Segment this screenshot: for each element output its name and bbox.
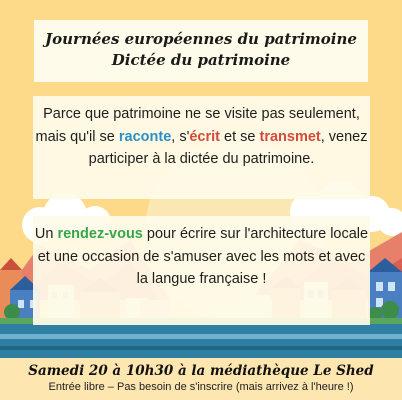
intro-text-4: , venez participer à la dictée du patrimoine. bbox=[88, 128, 368, 167]
entry-note: Entrée libre – Pas besoin de s'inscrire (mais arrivez à l'heure !) bbox=[48, 381, 354, 393]
rendezvous-paragraph bbox=[33, 216, 370, 325]
title-box bbox=[34, 20, 368, 82]
rdv-text-1: Un bbox=[34, 226, 58, 242]
event-subtitle: Dictée du patrimoine bbox=[111, 51, 291, 69]
event-title: Journées européennes du patrimoine bbox=[45, 30, 357, 48]
intro-paragraph bbox=[33, 96, 370, 199]
intro-text-3: et se bbox=[219, 128, 260, 145]
highlight-ecrit: écrit bbox=[189, 128, 220, 145]
event-date-location: Samedi 20 à 10h30 à la médiathèque Le Shed bbox=[28, 363, 374, 379]
intro-text-2: , s' bbox=[171, 128, 190, 145]
highlight-rendez-vous: rendez-vous bbox=[57, 226, 143, 242]
highlight-transmet: transmet bbox=[259, 128, 321, 145]
river bbox=[0, 324, 402, 360]
river-highlight bbox=[0, 334, 402, 339]
rdv-text-2: pour écrire sur l'architecture locale et une occasion de s'amuser avec les mots et avec la langue française ! bbox=[37, 226, 369, 287]
footer bbox=[0, 358, 402, 400]
highlight-raconte: raconte bbox=[118, 128, 172, 145]
intro-text-1: Parce que patrimoine ne se visite pas seulement, mais qu'il se bbox=[35, 106, 360, 145]
river-shadow bbox=[0, 346, 402, 350]
